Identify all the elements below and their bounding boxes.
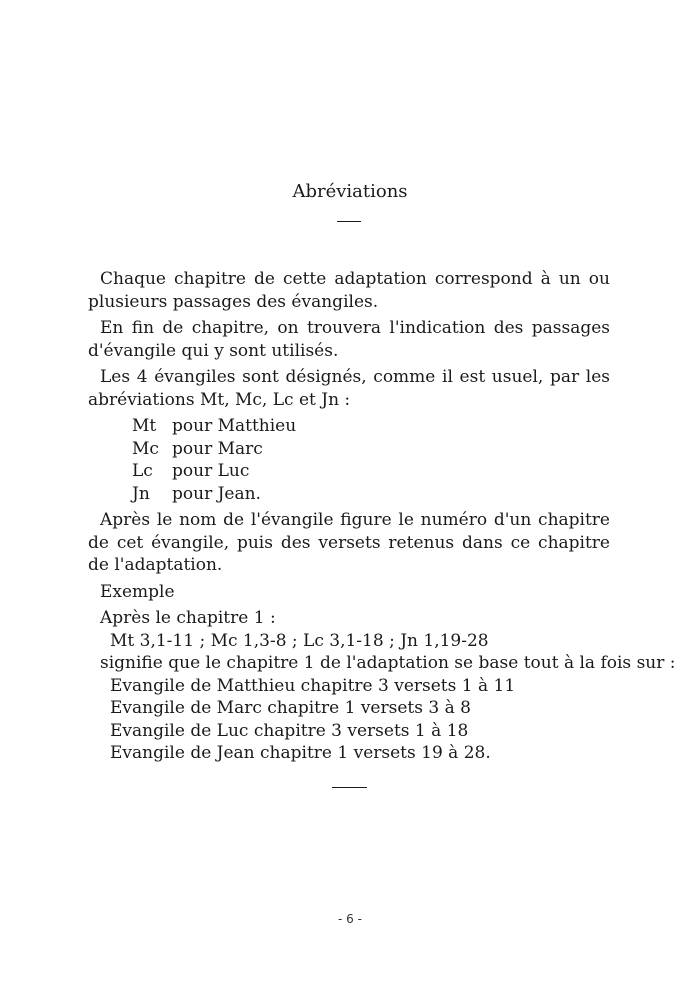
example-line: Evangile de Matthieu chapitre 3 versets 1 à 11 [110,675,516,696]
abbreviation-item [132,483,610,506]
closing-rule [332,787,367,788]
example-line: Evangile de Marc chapitre 1 versets 3 à 8 [110,698,471,718]
abbreviation-code: Lc [132,461,153,481]
abbreviation-meaning: pour Jean. [172,483,261,504]
abbreviation-item [132,438,610,461]
chapter-end-paragraph: En fin de chapitre, on trouvera l'indication des passages d'évangile qui y sont utilisés. [88,318,610,361]
abbreviation-code: Jn [132,483,150,504]
abbreviation-item [132,415,610,438]
example-line: Evangile de Luc chapitre 3 versets 1 à 18 [110,720,469,741]
abbreviation-meaning: pour Matthieu [172,416,297,436]
abbreviation-meaning: pour Luc [172,461,250,481]
intro-paragraph: Chaque chapitre de cette adaptation correspond à un ou plusieurs passages des évangiles. [88,269,610,312]
abbreviations-paragraph: Les 4 évangiles sont désignés, comme il est usuel, par les abréviations Mt, Mc, Lc et Jn : [88,367,610,410]
explanation-paragraph: Après le nom de l'évangile figure le numéro d'un chapitre de cet évangile, puis des versets retenus dans ce chapitre de l'adaptation. [88,510,610,575]
document-body [88,268,676,765]
title-underline-rule [337,221,361,222]
example-references: Mt 3,1-11 ; Mc 1,3-8 ; Lc 3,1-18 ; Jn 1,19-28 [110,630,489,651]
page-number: - 6 - [338,912,362,926]
abbreviation-meaning: pour Marc [172,438,263,459]
page-title: Abréviations [292,181,408,202]
abbreviation-list [132,415,610,505]
abbreviation-code: Mc [132,438,159,459]
example-intro: Après le chapitre 1 : [100,608,276,628]
example-meaning-intro: signifie que le chapitre 1 de l'adaptation se base tout à la fois sur : [100,653,676,673]
example-heading: Exemple [100,581,175,602]
example-line: Evangile de Jean chapitre 1 versets 19 à 28. [110,743,491,763]
abbreviation-item [132,460,610,483]
abbreviation-code: Mt [132,416,157,436]
